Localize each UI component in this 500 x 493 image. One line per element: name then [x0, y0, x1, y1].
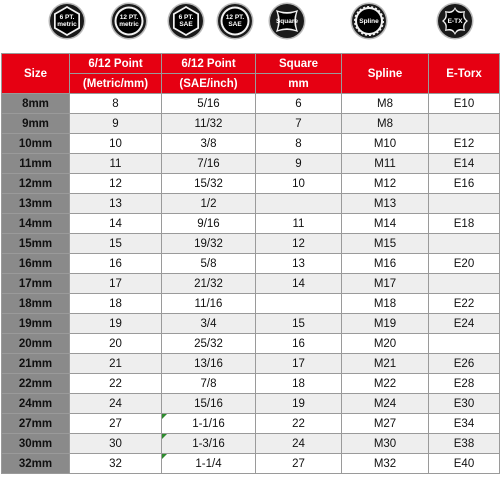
table-row: [2, 334, 500, 354]
cell-size: 13mm: [2, 194, 70, 214]
cell-square: 12: [256, 234, 342, 254]
cell-etorx: E38: [429, 434, 500, 454]
cell-sae: 11/16: [162, 294, 256, 314]
cell-size: 32mm: [2, 454, 70, 474]
cell-etorx: [429, 334, 500, 354]
cell-etorx: E24: [429, 314, 500, 334]
cell-size: 11mm: [2, 154, 70, 174]
cell-size: 16mm: [2, 254, 70, 274]
cell-etorx: E14: [429, 154, 500, 174]
table-row: [2, 174, 500, 194]
table-row: [2, 194, 500, 214]
cell-metric: 22: [70, 374, 162, 394]
cell-metric: 9: [70, 114, 162, 134]
cell-size: 14mm: [2, 214, 70, 234]
cell-square: 27: [256, 454, 342, 474]
hex-6pt-metric-icon: 6 PT. metric: [48, 2, 86, 40]
cell-square: 15: [256, 314, 342, 334]
cell-spline: M22: [342, 374, 429, 394]
cell-square: 14: [256, 274, 342, 294]
cell-square: 6: [256, 94, 342, 114]
cell-sae: 19/32: [162, 234, 256, 254]
table-row: [2, 454, 500, 474]
cell-metric: 8: [70, 94, 162, 114]
socket-size-chart: [1, 53, 500, 474]
table-row: [2, 354, 500, 374]
cell-spline: M19: [342, 314, 429, 334]
cell-spline: M15: [342, 234, 429, 254]
cell-sae: 9/16: [162, 214, 256, 234]
cell-square: 16: [256, 334, 342, 354]
cell-size: 15mm: [2, 234, 70, 254]
cell-etorx: E18: [429, 214, 500, 234]
cell-sae: 25/32: [162, 334, 256, 354]
cell-sae: 1-1/4: [162, 454, 256, 474]
cell-metric: 24: [70, 394, 162, 414]
cell-spline: M12: [342, 174, 429, 194]
cell-size: 9mm: [2, 114, 70, 134]
cell-sae: 3/8: [162, 134, 256, 154]
cell-square: 9: [256, 154, 342, 174]
cell-metric: 18: [70, 294, 162, 314]
cell-sae: 7/16: [162, 154, 256, 174]
cell-spline: M17: [342, 274, 429, 294]
cell-metric: 12: [70, 174, 162, 194]
spline-drive-icon: Spline: [350, 2, 388, 40]
hex-6pt-sae-icon: 6 PT. SAE: [167, 2, 205, 40]
cell-metric: 30: [70, 434, 162, 454]
cell-square: 11: [256, 214, 342, 234]
cell-spline: M32: [342, 454, 429, 474]
hex-12pt-metric-icon: 12 PT. metric: [110, 2, 148, 40]
cell-spline: M21: [342, 354, 429, 374]
cell-size: 8mm: [2, 94, 70, 114]
header-spline: Spline: [342, 54, 429, 94]
table-row: [2, 274, 500, 294]
cell-etorx: E26: [429, 354, 500, 374]
header-sae-unit: (SAE/inch): [162, 74, 256, 94]
cell-etorx: E12: [429, 134, 500, 154]
cell-square: 17: [256, 354, 342, 374]
table-row: [2, 434, 500, 454]
cell-etorx: E40: [429, 454, 500, 474]
table-row: [2, 114, 500, 134]
cell-metric: 17: [70, 274, 162, 294]
table-row: [2, 134, 500, 154]
cell-sae: 21/32: [162, 274, 256, 294]
cell-size: 27mm: [2, 414, 70, 434]
cell-sae: 15/16: [162, 394, 256, 414]
table-row: [2, 254, 500, 274]
cell-etorx: E20: [429, 254, 500, 274]
cell-metric: 16: [70, 254, 162, 274]
cell-spline: M27: [342, 414, 429, 434]
cell-spline: M10: [342, 134, 429, 154]
cell-square: 19: [256, 394, 342, 414]
cell-etorx: E22: [429, 294, 500, 314]
cell-size: 22mm: [2, 374, 70, 394]
cell-spline: M24: [342, 394, 429, 414]
cell-square: 18: [256, 374, 342, 394]
header-square: Square: [256, 54, 342, 74]
cell-metric: 13: [70, 194, 162, 214]
cell-metric: 10: [70, 134, 162, 154]
cell-metric: 21: [70, 354, 162, 374]
cell-sae: 5/16: [162, 94, 256, 114]
cell-size: 20mm: [2, 334, 70, 354]
cell-size: 10mm: [2, 134, 70, 154]
cell-etorx: [429, 114, 500, 134]
cell-metric: 20: [70, 334, 162, 354]
header-etorx: E-Torx: [429, 54, 500, 94]
cell-square: 10: [256, 174, 342, 194]
cell-spline: M20: [342, 334, 429, 354]
cell-metric: 32: [70, 454, 162, 474]
cell-spline: M8: [342, 94, 429, 114]
cell-sae: 5/8: [162, 254, 256, 274]
cell-sae: 15/32: [162, 174, 256, 194]
header-square-unit: mm: [256, 74, 342, 94]
table-row: [2, 294, 500, 314]
square-drive-icon: Square: [268, 2, 306, 40]
cell-size: 24mm: [2, 394, 70, 414]
cell-sae: 1/2: [162, 194, 256, 214]
cell-spline: M30: [342, 434, 429, 454]
cell-sae: 13/16: [162, 354, 256, 374]
cell-spline: M16: [342, 254, 429, 274]
table-row: [2, 234, 500, 254]
table-row: [2, 394, 500, 414]
cell-etorx: [429, 274, 500, 294]
cell-size: 17mm: [2, 274, 70, 294]
table-row: [2, 414, 500, 434]
drive-type-icons: [0, 0, 500, 50]
cell-etorx: E34: [429, 414, 500, 434]
cell-square: 7: [256, 114, 342, 134]
cell-metric: 14: [70, 214, 162, 234]
cell-spline: M14: [342, 214, 429, 234]
cell-metric: 11: [70, 154, 162, 174]
cell-metric: 27: [70, 414, 162, 434]
etorx-drive-icon: E-TX: [436, 2, 474, 40]
cell-square: 24: [256, 434, 342, 454]
cell-etorx: [429, 234, 500, 254]
table-row: [2, 154, 500, 174]
header-metric-unit: (Metric/mm): [70, 74, 162, 94]
cell-size: 18mm: [2, 294, 70, 314]
cell-square: 8: [256, 134, 342, 154]
header-sae: 6/12 Point: [162, 54, 256, 74]
cell-size: 19mm: [2, 314, 70, 334]
header-size: Size: [2, 54, 70, 94]
cell-metric: 15: [70, 234, 162, 254]
cell-etorx: E28: [429, 374, 500, 394]
table-row: [2, 94, 500, 114]
cell-size: 21mm: [2, 354, 70, 374]
hex-12pt-sae-icon: 12 PT. SAE: [216, 2, 254, 40]
cell-square: 13: [256, 254, 342, 274]
cell-sae: 11/32: [162, 114, 256, 134]
table-row: [2, 314, 500, 334]
cell-etorx: E30: [429, 394, 500, 414]
header-metric: 6/12 Point: [70, 54, 162, 74]
cell-sae: 3/4: [162, 314, 256, 334]
table-row: [2, 374, 500, 394]
table-row: [2, 214, 500, 234]
cell-sae: 7/8: [162, 374, 256, 394]
cell-etorx: E10: [429, 94, 500, 114]
cell-sae: 1-3/16: [162, 434, 256, 454]
cell-spline: M18: [342, 294, 429, 314]
cell-size: 30mm: [2, 434, 70, 454]
cell-spline: M11: [342, 154, 429, 174]
cell-spline: M8: [342, 114, 429, 134]
cell-square: [256, 294, 342, 314]
cell-sae: 1-1/16: [162, 414, 256, 434]
cell-metric: 19: [70, 314, 162, 334]
cell-square: 22: [256, 414, 342, 434]
cell-size: 12mm: [2, 174, 70, 194]
cell-square: [256, 194, 342, 214]
cell-spline: M13: [342, 194, 429, 214]
cell-etorx: [429, 194, 500, 214]
cell-etorx: E16: [429, 174, 500, 194]
